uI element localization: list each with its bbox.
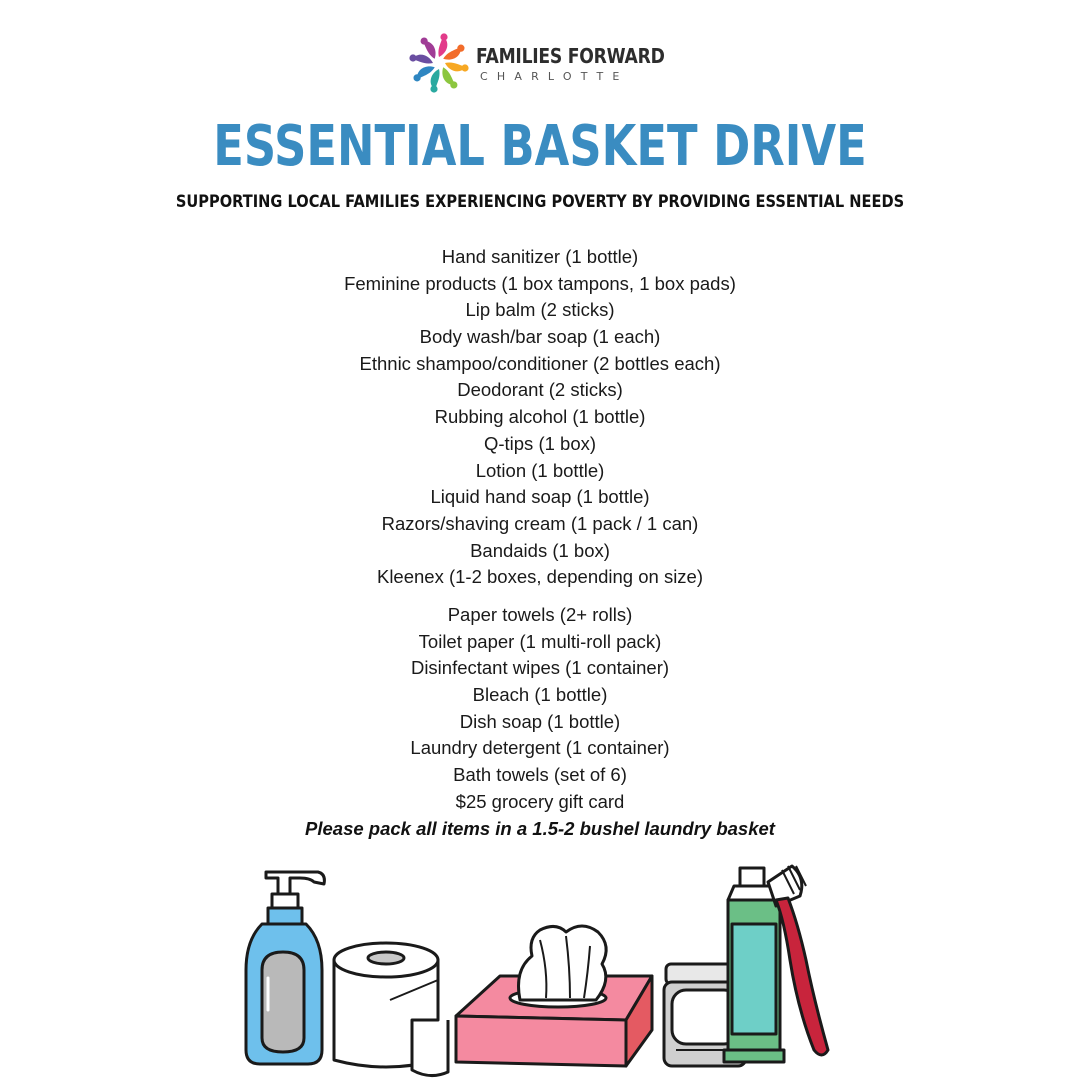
soap-pump-bottle-icon bbox=[246, 872, 324, 1064]
list-item: Disinfectant wipes (1 container) bbox=[410, 657, 670, 679]
list-item: Kleenex (1-2 boxes, depending on size) bbox=[376, 566, 704, 588]
page-title: ESSENTIAL BASKET DRIVE bbox=[213, 114, 867, 179]
logo-city: CHARLOTTE bbox=[480, 70, 629, 83]
list-item: Toilet paper (1 multi-roll pack) bbox=[418, 630, 662, 652]
list-item: Deodorant (2 sticks) bbox=[457, 379, 623, 401]
logo bbox=[408, 32, 665, 94]
list-item: Body wash/bar soap (1 each) bbox=[419, 326, 661, 348]
packing-note: Please pack all items in a 1.5-2 bushel laundry basket bbox=[305, 818, 775, 839]
list-item: Laundry detergent (1 container) bbox=[410, 737, 670, 759]
logo-name: FAMILIES FORWARD bbox=[476, 44, 665, 68]
personal-items-list bbox=[0, 244, 1080, 591]
list-item: Lotion (1 bottle) bbox=[475, 459, 605, 481]
families-forward-logo-icon bbox=[408, 32, 470, 94]
list-item: $25 grocery gift card bbox=[455, 790, 625, 812]
list-item: Ethnic shampoo/conditioner (2 bottles each) bbox=[359, 352, 721, 374]
list-item: Bath towels (set of 6) bbox=[453, 764, 627, 786]
list-item: Razors/shaving cream (1 pack / 1 can) bbox=[381, 512, 699, 534]
toilet-paper-roll-icon bbox=[334, 943, 448, 1076]
page-subtitle: SUPPORTING LOCAL FAMILIES EXPERIENCING POVERTY BY PROVIDING ESSENTIAL NEEDS bbox=[175, 192, 905, 212]
list-item: Liquid hand soap (1 bottle) bbox=[430, 486, 650, 508]
essentials-illustration bbox=[0, 860, 1080, 1080]
list-item: Rubbing alcohol (1 bottle) bbox=[434, 406, 646, 428]
list-item: Paper towels (2+ rolls) bbox=[447, 604, 633, 625]
list-item: Bandaids (1 box) bbox=[470, 539, 610, 561]
list-item: Hand sanitizer (1 bottle) bbox=[441, 246, 639, 267]
household-items-list bbox=[0, 602, 1080, 816]
list-item: Bleach (1 bottle) bbox=[472, 684, 608, 706]
list-item: Lip balm (2 sticks) bbox=[465, 299, 615, 321]
list-item: Feminine products (1 box tampons, 1 box pads) bbox=[344, 272, 736, 294]
list-item: Q-tips (1 box) bbox=[483, 432, 597, 454]
list-item: Dish soap (1 bottle) bbox=[459, 710, 621, 732]
tissue-box-icon bbox=[456, 926, 652, 1066]
